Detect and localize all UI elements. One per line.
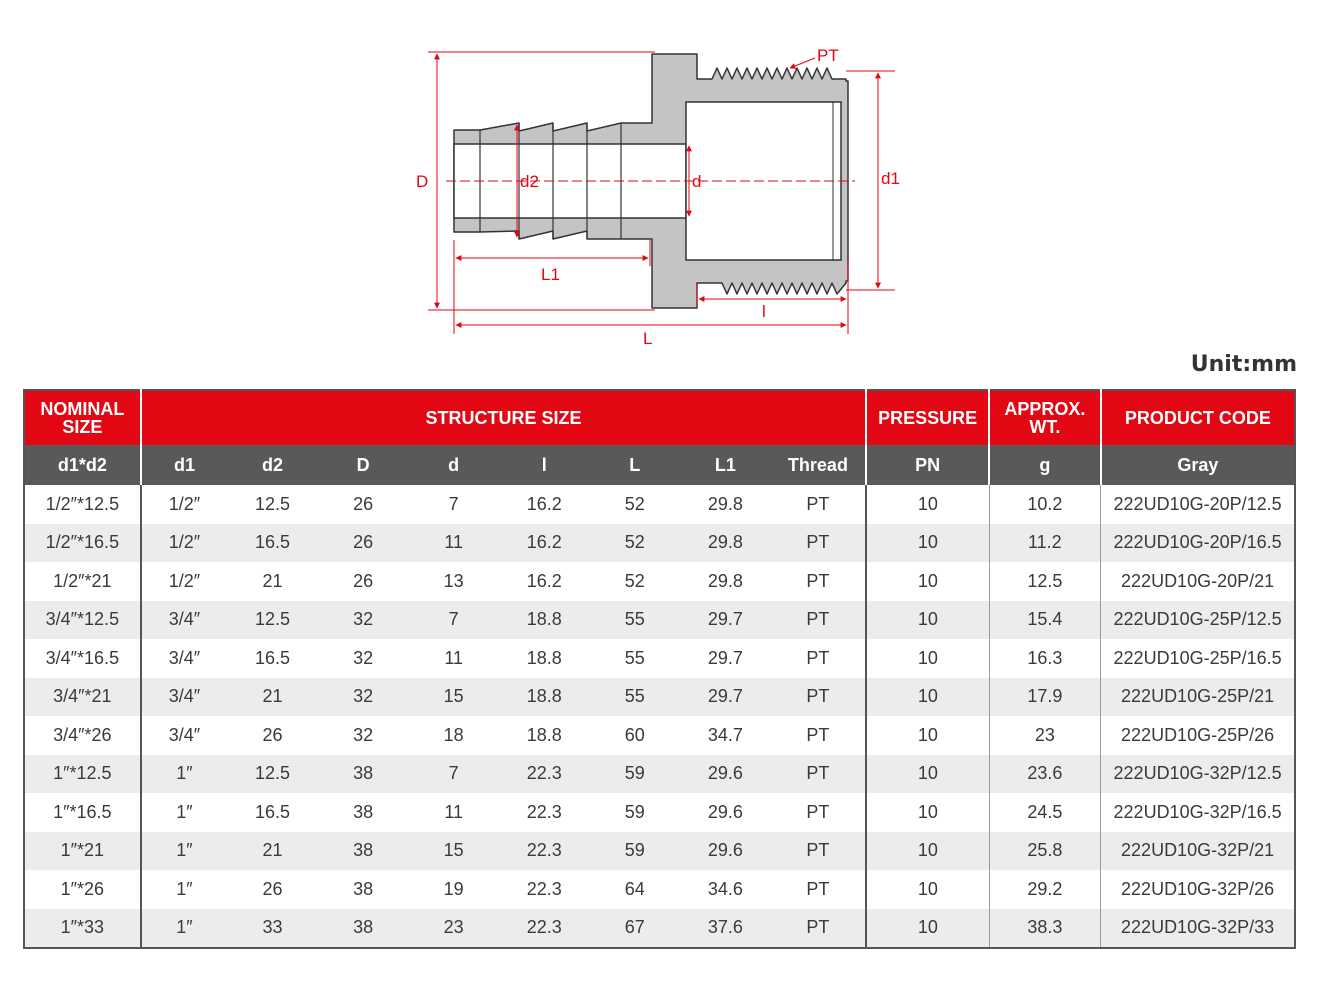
table-cell: 22.3 [499,755,590,794]
sub-header-cell: d1 [141,445,228,485]
table-cell: 15 [408,678,499,717]
table-cell: 10 [866,485,989,524]
table-cell: 16.5 [227,524,318,563]
table-cell: 1″ [141,909,228,949]
table-cell: 3/4″ [141,601,228,640]
table-cell: 23.6 [989,755,1101,794]
table-cell: 16.5 [255,647,291,668]
table-cell: 10 [866,755,989,794]
table-cell: 59 [590,832,681,871]
table-cell: 222UD10G-20P/21 [1101,562,1295,601]
table-cell: 18.8 [526,724,562,745]
table-cell: 10 [866,639,989,678]
table-cell: 1″ [141,870,228,909]
table-cell: 16.5 [255,801,291,822]
table-cell: 11 [444,647,463,668]
table-cell: 11.2 [989,524,1101,563]
table-cell: 10 [866,601,989,640]
table-cell: 7 [408,755,499,794]
table-cell: 3/4″ [141,716,228,755]
table-row [24,485,1295,524]
table-row [24,909,1295,949]
table-cell: 37.6 [680,909,771,949]
table-cell: 16.2 [526,570,562,591]
table-cell: 29.7 [680,601,771,640]
table-cell: 29.8 [707,493,743,514]
table-cell: 222UD10G-25P/26 [1101,716,1295,755]
table-cell: 32 [353,724,374,745]
table-cell: PT [806,724,830,745]
table-cell: 1″*12.5 [24,755,141,794]
sub-header-cell: d [408,445,499,485]
table-cell: 1″*33 [24,909,141,949]
table-cell: 33 [227,909,318,949]
sub-header-cell: D [318,445,409,485]
table-cell: 3/4″*26 [53,724,112,745]
table-cell: 11 [408,524,499,563]
table-cell: 3/4″*12.5 [24,601,141,640]
table-cell: 10 [866,832,989,871]
header-structure-size: STRUCTURE SIZE [141,390,867,445]
table-cell: 1″ [141,832,228,871]
label-d2: d2 [520,172,539,191]
table-cell: 3/4″ [141,639,228,678]
sub-header-cell: Thread [771,445,867,485]
table-cell: PT [771,601,867,640]
table-cell: 25.8 [989,832,1101,871]
table-cell: 24.5 [989,793,1101,832]
table-row [24,870,1295,909]
table-cell: 52 [624,493,645,514]
table-cell: 11 [444,801,463,822]
table-cell: 18.8 [526,647,562,668]
table-cell: 222UD10G-25P/16.5 [1101,639,1295,678]
table-row [24,562,1295,601]
table-row [24,601,1295,640]
table-cell: 12.5 [989,562,1101,601]
table-cell: 32 [318,678,409,717]
table-cell: 12.5 [255,493,291,514]
table-cell: 1″*16.5 [53,801,112,822]
table-cell: 38 [353,801,374,822]
table-cell: 29.7 [680,678,771,717]
header-product-code: PRODUCT CODE [1101,390,1295,445]
table-cell: PT [806,570,830,591]
table-cell: 38 [318,909,409,949]
sub-header-row [24,445,1295,485]
table-cell: 55 [590,601,681,640]
table-cell: 10 [866,909,989,949]
table-cell: 59 [624,801,645,822]
table-cell: 22.3 [499,909,590,949]
table-row [24,832,1295,871]
table-row [24,524,1295,563]
table-cell: 18 [443,724,464,745]
table-cell: 34.6 [707,878,743,899]
table-cell: 29.8 [680,524,771,563]
table-cell: 222UD10G-25P/12.5 [1101,601,1295,640]
table-cell: 29.6 [680,832,771,871]
table-cell: 21 [227,832,318,871]
table-cell: 1/2″ [141,524,228,563]
table-cell: 52 [590,524,681,563]
table-cell: 10 [866,716,989,755]
table-cell: 3/4″ [141,678,228,717]
table-row [24,755,1295,794]
table-cell: 38 [318,832,409,871]
spec-table-body [24,485,1295,948]
table-cell: 222UD10G-25P/21 [1101,678,1295,717]
table-cell: 3/4″*21 [24,678,141,717]
table-cell: 26 [353,570,374,591]
table-cell: 64 [624,878,645,899]
label-d1: d1 [881,169,900,188]
group-header-row [24,390,1295,445]
table-cell: 13 [443,570,464,591]
table-cell: 34.7 [707,724,743,745]
table-cell: 7 [448,493,459,514]
table-cell: 10 [866,870,989,909]
sub-header-cell: L [590,445,681,485]
table-cell: 1/2″*12.5 [45,493,120,514]
table-cell: 3/4″*16.5 [45,647,120,668]
table-cell: 10 [866,524,989,563]
sub-header-cell: Gray [1101,445,1295,485]
table-cell: 222UD10G-32P/26 [1101,870,1295,909]
table-cell: 10 [866,793,989,832]
table-cell: 38.3 [989,909,1101,949]
table-cell: 222UD10G-32P/21 [1101,832,1295,871]
table-cell: 17.9 [989,678,1101,717]
table-cell: 55 [590,678,681,717]
table-cell: 18.8 [499,601,590,640]
table-cell: 29.6 [680,755,771,794]
table-cell: 10 [866,562,989,601]
table-cell: 222UD10G-20P/16.5 [1101,524,1295,563]
label-D: D [416,172,429,191]
label-L1: L1 [541,265,560,284]
table-cell: 22.3 [499,832,590,871]
header-pressure: PRESSURE [866,390,989,445]
table-cell: 29.6 [707,801,743,822]
table-row [24,793,1295,832]
table-cell: 16.2 [499,524,590,563]
table-cell: PT [806,647,830,668]
table-cell: 38 [318,755,409,794]
table-cell: 10.2 [989,485,1101,524]
table-cell: 23 [989,716,1101,755]
label-L: L [643,329,653,348]
table-cell: 32 [353,647,374,668]
table-cell: 32 [318,601,409,640]
table-cell: 12.5 [227,755,318,794]
table-cell: 1/2″*16.5 [24,524,141,563]
table-cell: 1/2″ [141,485,228,524]
table-cell: PT [771,524,867,563]
table-cell: 29.8 [707,570,743,591]
sub-header-cell: d1*d2 [24,445,141,485]
table-cell: 222UD10G-32P/33 [1101,909,1295,949]
table-cell: 7 [408,601,499,640]
table-cell: 29.7 [707,647,743,668]
table-cell: 67 [590,909,681,949]
table-cell: 52 [624,570,645,591]
header-approx-wt: APPROX. WT. [989,390,1101,445]
table-cell: 16.3 [989,639,1101,678]
table-cell: 1/2″*21 [53,570,112,591]
table-cell: 10 [866,678,989,717]
table-cell: 15.4 [989,601,1101,640]
sub-header-cell: g [989,445,1101,485]
label-d: d [692,172,702,191]
table-cell: 29.2 [989,870,1101,909]
table-cell: 15 [408,832,499,871]
table-cell: 26 [353,493,374,514]
table-cell: PT [771,832,867,871]
table-cell: PT [806,801,830,822]
table-cell: 21 [262,570,283,591]
unit-label: Unit:mm [1190,352,1297,377]
table-cell: 60 [624,724,645,745]
sub-header-cell: L1 [680,445,771,485]
table-cell: PT [771,909,867,949]
table-cell: 26 [262,724,283,745]
table-cell: PT [771,678,867,717]
table-cell: 1″*21 [24,832,141,871]
table-cell: 26 [262,878,283,899]
sub-header-cell: l [499,445,590,485]
sub-header-cell: d2 [227,445,318,485]
table-cell: PT [771,755,867,794]
table-cell: 22.3 [526,801,562,822]
table-cell: 222UD10G-32P/16.5 [1101,793,1295,832]
table-cell: 21 [227,678,318,717]
table-cell: PT [806,493,830,514]
table-cell: 38 [353,878,374,899]
table-cell: 23 [408,909,499,949]
header-nominal-size: NOMINAL SIZE [24,390,141,445]
sub-header-cell: PN [866,445,989,485]
table-cell: 1/2″ [141,562,228,601]
table-cell: 12.5 [227,601,318,640]
table-cell: 26 [318,524,409,563]
table-cell: 222UD10G-32P/12.5 [1101,755,1295,794]
table-cell: PT [806,878,830,899]
table-cell: 1″*26 [60,878,105,899]
table-row [24,678,1295,717]
table-cell: 59 [590,755,681,794]
table-cell: 1″ [141,755,228,794]
label-l: l [762,302,766,321]
table-row [24,716,1295,755]
table-cell: 1″ [141,793,228,832]
table-row [24,639,1295,678]
table-cell: 55 [624,647,645,668]
label-pt: PT [817,46,839,65]
table-cell: 19 [443,878,464,899]
table-cell: 222UD10G-20P/12.5 [1101,485,1295,524]
fitting-dimension-drawing [0,0,1320,360]
spec-table [23,389,1296,949]
table-cell: 16.2 [526,493,562,514]
table-cell: 18.8 [499,678,590,717]
table-cell: 22.3 [526,878,562,899]
